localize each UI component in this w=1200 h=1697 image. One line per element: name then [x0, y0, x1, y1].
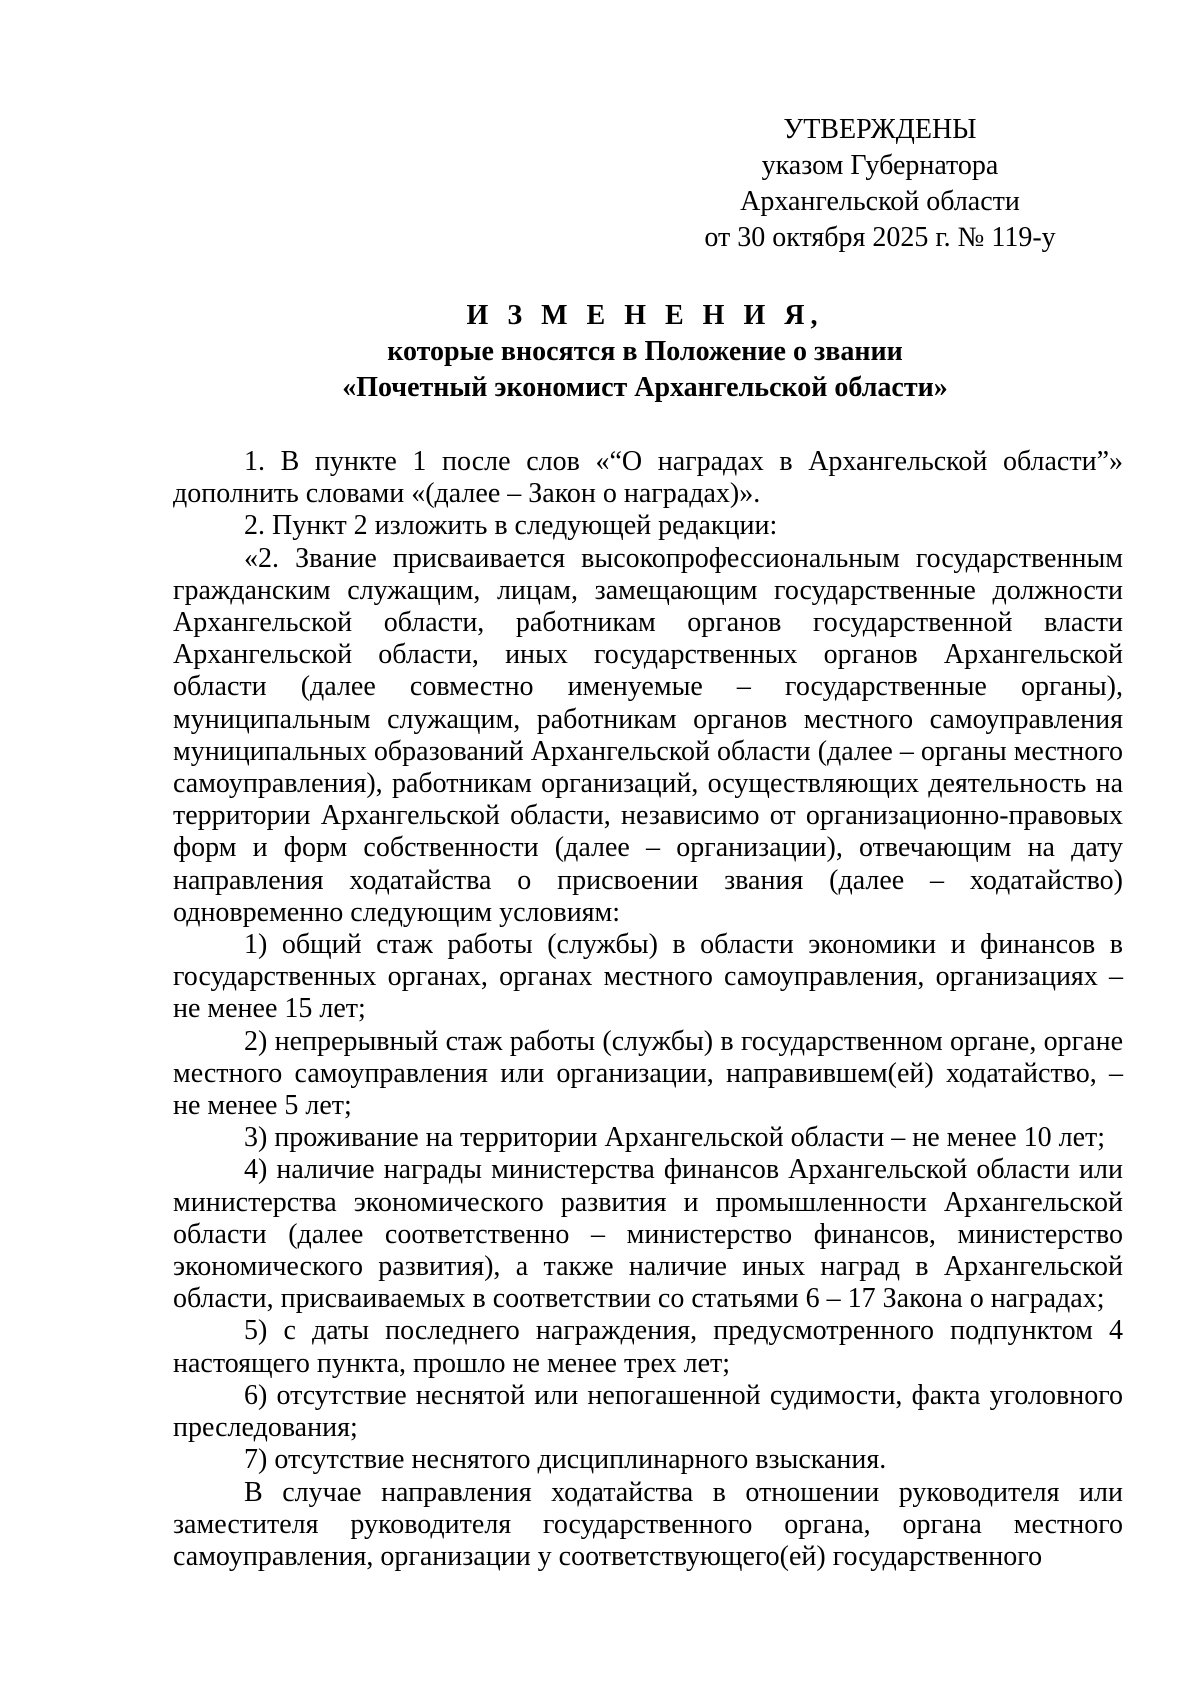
list-item-condition: 6) отсутствие неснятой или непогашенной судимости, факта уголовного преследования;: [173, 1379, 1123, 1444]
list-item-condition: 3) проживание на территории Архангельской области – не менее 10 лет;: [244, 1122, 1106, 1154]
document-body: [173, 446, 1123, 1573]
title-award-name: «Почетный экономист Архангельской области»: [342, 372, 948, 403]
approval-date-number: от 30 октября 2025 г. № 119-у: [704, 222, 1056, 253]
title-subline: которые вносятся в Положение о звании: [387, 336, 903, 367]
document-title: [170, 298, 1120, 406]
list-item-condition: 4) наличие награды министерства финансов Архангельской области или министерства экономического развития и промышленности Архангельской области (далее соответственно – министерство финансов, министерство экономического развития), а также наличие иных наград в Архангельской области, присваиваемых в соответствии со статьями 6 – 17 Закона о наградах;: [173, 1154, 1123, 1315]
approval-region: Архангельской области: [740, 186, 1020, 217]
list-item-condition: 1) общий стаж работы (службы) в области экономики и финансов в государственных органах, органах местного самоуправления, организациях – не менее 15 лет;: [173, 929, 1123, 1025]
paragraph: «2. Звание присваивается высокопрофессиональным государственным гражданским служащим, лицам, замещающим государственные должности Архангельской области, работникам органов государственной власти Архангельской области, иных государственных органов Архангельской области (далее совместно именуемые – государственные органы), муниципальным служащим, работникам органов местного самоуправления муниципальных образований Архангельской области (далее – органы местного самоуправления), работникам организаций, осуществляющих деятельность на территории Архангельской области, независимо от организационно-правовых форм и форм собственности (далее – организации), отвечающим на дату направления ходатайства о присвоении звания (далее – ходатайство) одновременно следующим условиям:: [173, 542, 1123, 928]
list-item-condition: 2) непрерывный стаж работы (службы) в государственном органе, органе местного самоуправления или организации, направившем(ей) ходатайство, – не менее 5 лет;: [173, 1025, 1123, 1122]
approval-title: УТВЕРЖДЕНЫ: [783, 114, 977, 145]
paragraph: В случае направления ходатайства в отношении руководителя или заместителя руководителя государственного органа, органа местного самоуправления, организации у соответствующего(ей) государственного: [173, 1476, 1123, 1572]
paragraph: 2. Пункт 2 изложить в следующей редакции:: [244, 510, 778, 542]
title-heading: И З М Е Н Е Н И Я,: [466, 300, 824, 331]
approval-stamp: [700, 112, 1060, 256]
paragraph: 1. В пункте 1 после слов «“О наградах в Архангельской области”» дополнить словами «(далее – Закон о наградах)».: [173, 446, 1123, 510]
list-item-condition: 5) с даты последнего награждения, предусмотренного подпунктом 4 настоящего пункта, прошло не менее трех лет;: [173, 1315, 1123, 1379]
list-item-condition: 7) отсутствие неснятого дисциплинарного взыскания.: [244, 1444, 887, 1476]
approval-authority: указом Губернатора: [761, 150, 999, 181]
